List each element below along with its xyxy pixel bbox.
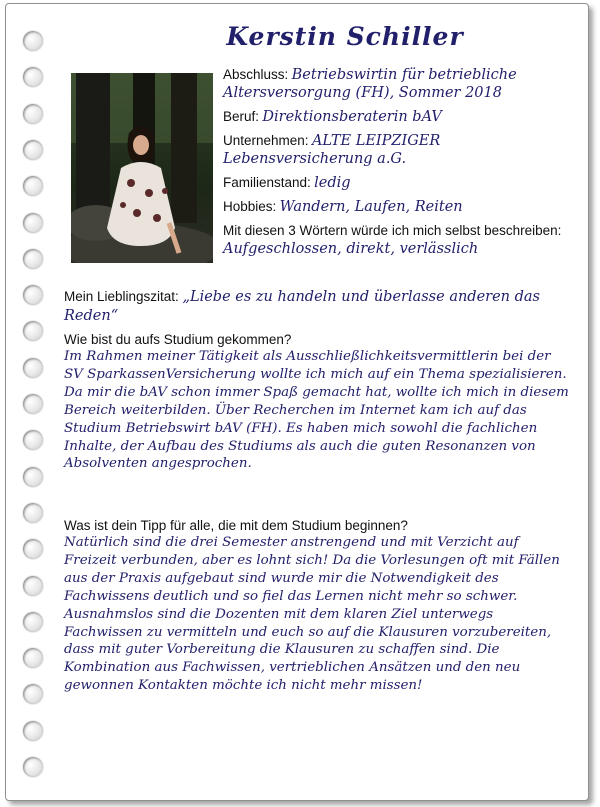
binder-hole [23, 358, 43, 378]
field-label: Abschluss: [223, 67, 289, 82]
binder-hole [23, 285, 43, 305]
binder-hole [23, 104, 43, 124]
binder-hole [23, 684, 43, 704]
profile-field [223, 198, 568, 216]
binder-hole [23, 213, 43, 233]
field-value: ALTE LEIPZIGER Lebensversicherung a.G. [223, 133, 441, 167]
profile-field [223, 108, 568, 126]
field-value: Betriebswirtin für betriebliche Altersversorgung (FH), Sommer 2018 [223, 67, 517, 101]
field-label: Beruf: [223, 109, 260, 124]
profile-field [223, 66, 568, 102]
field-value: ledig [314, 175, 351, 191]
binder-hole [23, 321, 43, 341]
field-label: Familienstand: [223, 175, 311, 190]
profile-fields [223, 66, 568, 264]
quote-label: Mein Lieblingszitat: [64, 289, 179, 304]
field-value: Aufgeschlossen, direkt, verlässlich [223, 241, 479, 257]
question-2: Was ist dein Tipp für alle, die mit dem Studium beginnen? [64, 518, 408, 533]
person-name: Kerstin Schiller [226, 22, 464, 51]
binder-hole [23, 612, 43, 632]
binder-hole [23, 539, 43, 559]
binder-hole [23, 576, 43, 596]
field-value: Wandern, Laufen, Reiten [279, 199, 463, 215]
binder-hole [23, 249, 43, 269]
profile-field [223, 132, 568, 168]
favorite-quote [64, 287, 569, 326]
portrait-photo [71, 73, 213, 263]
binder-hole [23, 67, 43, 87]
field-value: Direktionsberaterin bAV [262, 109, 442, 125]
binder-hole [23, 430, 43, 450]
quote-text: „Liebe es zu handeln und überlasse anderen das Reden“ [64, 289, 540, 324]
binder-hole [23, 648, 43, 668]
binder-hole [23, 721, 43, 741]
binder-hole [23, 757, 43, 777]
binder-hole [23, 503, 43, 523]
question-1: Wie bist du aufs Studium gekommen? [64, 332, 292, 347]
binder-hole [23, 467, 43, 487]
answer-2: Natürlich sind die drei Semester anstrengend und mit Verzicht auf Freizeit verbunden, aber es lohnt sich! Da die Vorlesungen oft mit Fällen aus der Praxis aufgebaut sind wurde mir die Notwendigkeit des Fachwissens deutlich und so fiel das Lernen nicht mehr so schwer. Ausnahmslos sind die Dozenten mit dem klaren Ziel unterwegs Fachwissen zu vermitteln und euch so auf die Klausuren vorzubereiten, dass mit guter Vorbereitung die Klausuren zu schaffen sind. Die Kombination aus Fachwissen, vertrieblichen Ansätzen und den neu gewonnen Kontakten möchte ich nicht mehr missen! [64, 535, 560, 694]
binder-hole [23, 394, 43, 414]
binder-hole [23, 176, 43, 196]
profile-field [223, 222, 568, 258]
binder-hole [23, 140, 43, 160]
field-label: Hobbies: [223, 199, 277, 214]
profile-field [223, 174, 568, 192]
field-label: Unternehmen: [223, 133, 309, 148]
answer-1: Im Rahmen meiner Tätigkeit als Ausschließlichkeitsvermittlerin bei der SV SparkassenVersicherung wollte ich mich auf ein Thema spezialisieren. Da mir die bAV schon immer Spaß gemacht hat, wollte ich mich in diesem Bereich weiterbilden. Über Recherchen im Internet kam ich auf das Studium Betriebswirt bAV (FH). Es haben mich sowohl die fachlichen Inhalte, der Aufbau des Studiums als auch die guten Resonanzen von Absolventen angesprochen. [64, 349, 569, 472]
field-label: Mit diesen 3 Wörtern würde ich mich selbst beschreiben: [223, 223, 562, 238]
